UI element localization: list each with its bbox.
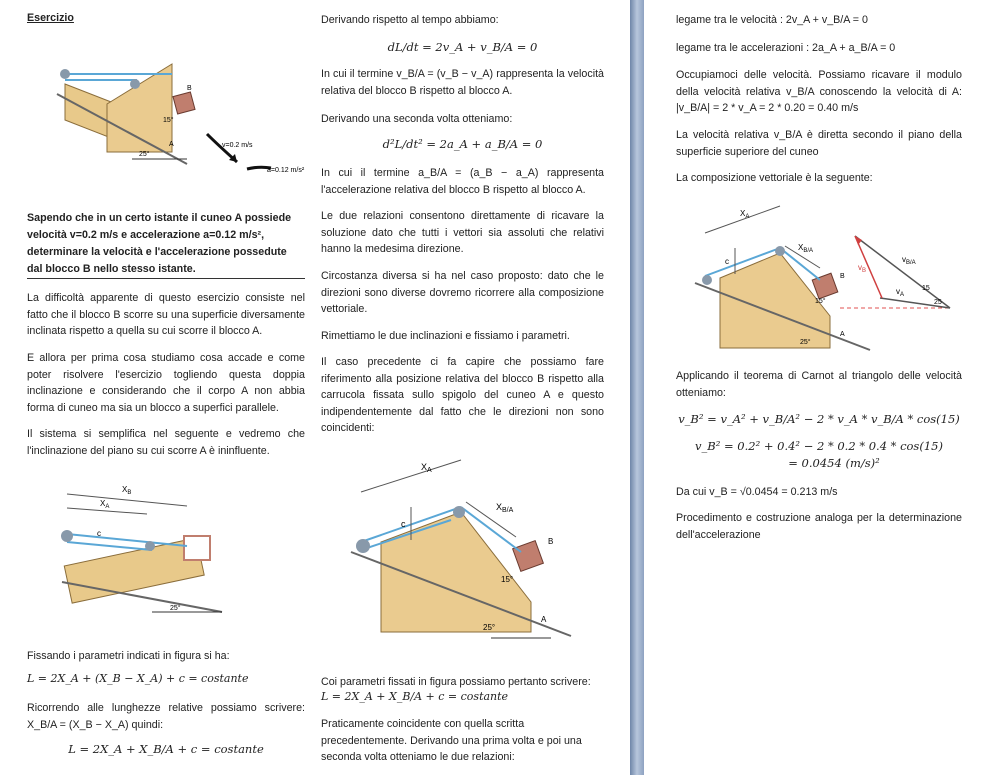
col2-paragraph-1: Derivando rispetto al tempo abbiamo:: [321, 14, 499, 26]
col1-paragraph-3: Il sistema si semplifica nel seguente e vedremo che l'inclinazione del piano su cui scorre A è ininfluente.: [27, 428, 305, 457]
col2-paragraph-2: In cui il termine v_B/A = (v_B − v_A) rappresenta la velocità relativa del blocco B rispetto al blocco A.: [321, 68, 604, 97]
fig4-label-va: $v_A$: [896, 287, 905, 298]
fig3-label-xa: $X_A$: [421, 462, 432, 474]
fig4-label-vb: $v_B$: [858, 263, 867, 274]
col3-paragraph-1: Occupiamoci delle velocità. Possiamo ricavare il modulo della velocità relativa v_B/A conoscendo la velocità di A: |v_B/A| = 2 * v_A = 2 * 0.20 = 0.40 m/s: [676, 69, 962, 114]
fig4-label-25b: 25°: [800, 339, 811, 346]
fig3-label-xba: $X_{B/A}$: [496, 502, 514, 514]
col3-equation-1: v_B² = v_A² + v_B/A² − 2 * v_A * v_B/A * cos(15): [678, 412, 960, 426]
separator-line: [27, 278, 305, 279]
fig3-label-15: 15°: [501, 575, 514, 584]
col1-equation-1: L = 2X_A + (X_B − X_A) + c = costante: [27, 672, 249, 685]
col2-equation-2: d²L/dt² = 2a_A + a_B/A = 0: [382, 137, 543, 151]
col2-paragraph-4: In cui il termine a_B/A = (a_B − a_A) rappresenta l'accelerazione relativa del blocco B rispetto al blocco A.: [321, 167, 604, 196]
col2-paragraph-9: Coi parametri fissati in figura possiamo pertanto scrivere:: [321, 676, 591, 688]
col3-paragraph-4: Applicando il teorema di Carnot al triangolo delle velocità otteniamo:: [676, 370, 962, 399]
fig4-label-vba: $v_{B/A}$: [902, 255, 916, 266]
fig1-label-25: 25°: [139, 151, 150, 158]
fig4-label-25: 25: [934, 299, 942, 306]
problem-statement: Sapendo che in un certo istante il cuneo A possiede velocità v=0.2 m/s e accelerazione a=0.12 m/s², determinare la velocità e l'accelerazione possedute dal blocco B nello stesso istante.: [27, 212, 292, 275]
fig1-label-15: 15°: [163, 117, 174, 124]
fig2-label-c: c: [97, 529, 101, 538]
column-1: [27, 0, 305, 775]
col3-acceleration-relation: legame tra le accelerazioni : 2a_A + a_B/A = 0: [676, 42, 896, 54]
fig1-label-A: A: [169, 141, 174, 148]
col3-paragraph-6: Procedimento e costruzione analoga per la determinazione dell'accelerazione: [676, 512, 962, 541]
col2-paragraph-5: Le due relazioni consentono direttamente di ricavare la soluzione dato che tutti i vettori sia assoluti che relativi hanno la medesima direzione.: [321, 210, 604, 255]
fig4-label-xba: $X_{B/A}$: [798, 243, 814, 254]
figure-wedge-block: [47, 34, 305, 184]
col1-paragraph-5: Ricorrendo alle lunghezze relative possiamo scrivere: X_B/A = (X_B − X_A) quindi:: [27, 702, 305, 731]
fig2-label-25: 25°: [170, 605, 181, 612]
fig2-label-xa: $X_A$: [100, 499, 110, 510]
document-page-2: [644, 0, 1000, 775]
col3-velocity-relation: legame tra le velocità : 2v_A + v_B/A = 0: [676, 14, 868, 26]
fig4-label-c: c: [725, 257, 729, 266]
col3-paragraph-2: La velocità relativa v_B/A è diretta secondo il piano della superficie superiore del cuneo: [676, 129, 962, 158]
col2-paragraph-8: Il caso precedente ci fa capire che possiamo fare riferimento alla posizione relativa del blocco B rispetto alla carrucola fissata sullo spigolo del cuneo A e questo indipendentemente dal fatto che le direzioni non sono coincidenti:: [321, 356, 604, 434]
col2-equation-3: L = 2X_A + X_B/A + c = costante: [321, 690, 509, 703]
col3-equation-2b: = 0.0454 (m/s)²: [788, 456, 880, 470]
fig4-label-A: A: [840, 331, 845, 338]
col1-paragraph-4: Fissando i parametri indicati in figura si ha:: [27, 650, 230, 662]
col2-paragraph-7: Rimettiamo le due inclinazioni e fissiamo i parametri.: [321, 330, 570, 342]
col1-paragraph-2: E allora per prima cosa studiamo cosa accade e come poter risolvere l'esercizio togliendo questa doppia inclinazione e considerando che il corpo A non abbia forma di cuneo ma sia un blocco a superfici parallele.: [27, 352, 305, 414]
fig4-label-15: 15: [922, 285, 930, 292]
page-gutter: [630, 0, 644, 775]
col1-equation-2: L = 2X_A + X_B/A + c = costante: [68, 742, 264, 756]
column-3: [676, 0, 962, 775]
fig3-label-A: A: [541, 615, 547, 624]
fig1-label-v: v=0.2 m/s: [222, 142, 253, 149]
fig4-label-xa: $X_A$: [740, 209, 750, 220]
col3-paragraph-5: Da cui v_B = √0.0454 = 0.213 m/s: [676, 486, 838, 498]
col2-paragraph-10: Praticamente coincidente con quella scritta precedentemente. Derivando una prima volta e poi una seconda volta otteniamo le due relazioni:: [321, 718, 582, 763]
col2-equation-1: dL/dt = 2v_A + v_B/A = 0: [387, 40, 538, 54]
figure-simplified-system: [52, 472, 297, 620]
fig1-label-a: a=0.12 m/s²: [267, 167, 305, 174]
fig3-label-25: 25°: [483, 623, 496, 632]
fig2-label-xb: $X_B$: [122, 485, 132, 496]
fig3-label-B: B: [548, 537, 554, 546]
col3-paragraph-3: La composizione vettoriale è la seguente:: [676, 172, 873, 184]
col2-paragraph-6: Circostanza diversa si ha nel caso proposto: dato che le direzioni sono diverse dovremo ricorrere alla composizione vettoriale.: [321, 270, 604, 315]
figure-velocity-composition: [690, 198, 960, 356]
fig4-label-15b: 15°: [815, 298, 826, 305]
fig4-label-B: B: [840, 273, 845, 280]
figure-wedge-parameters: [341, 452, 596, 644]
col3-equation-2a: v_B² = 0.2² + 0.4² − 2 * 0.2 * 0.4 * cos(15): [695, 439, 943, 453]
fig3-label-c: c: [401, 519, 406, 529]
col2-paragraph-3: Derivando una seconda volta otteniamo:: [321, 113, 513, 125]
col1-paragraph-1: La difficoltà apparente di questo esercizio consiste nel fatto che il blocco B scorre su una superficie diversamente inclinata rispetto a quella su cui scorre il blocco A.: [27, 292, 305, 337]
exercise-heading: Esercizio: [27, 12, 74, 24]
fig1-label-B: B: [187, 85, 192, 92]
column-2: [321, 0, 604, 775]
